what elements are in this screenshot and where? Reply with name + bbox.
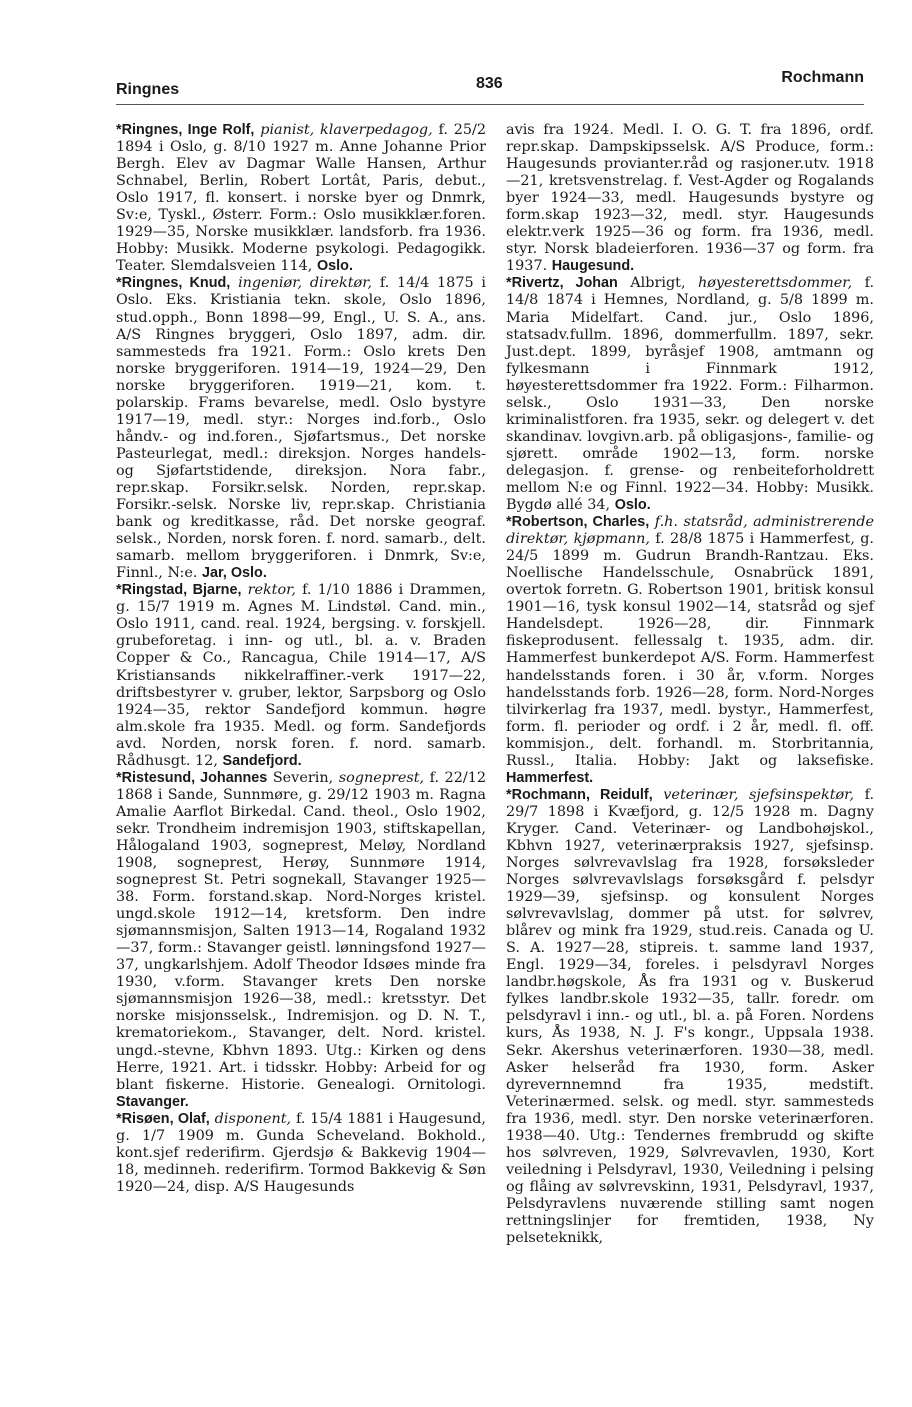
entry-robertson-charles: [506, 514, 874, 787]
entry-occupation: veterinær, sjefsinspektør,: [663, 786, 855, 803]
entry-city: Hammerfest.: [506, 769, 594, 786]
left-column: [116, 122, 486, 1196]
entry-ristesund-johannes: [116, 770, 486, 1111]
running-head-left: Ringnes: [116, 81, 180, 98]
entry-ringnes-inge: [116, 122, 486, 275]
entry-occupation: disponent,: [214, 1110, 292, 1127]
entry-occupation: ingeniør, direktør,: [238, 275, 373, 292]
entry-text-pre: Severin,: [272, 769, 334, 786]
entry-risoen-continued: [506, 122, 874, 275]
entry-city: Sandefjord.: [222, 752, 302, 769]
entry-text: f. 15/4 1881 i Haugesund, g. 1/7 1909 m. Gunda Scheveland. Bokhold., kont.sjef rederifirm. Gjerdsjø & Bakkevig 1904—18, medinneh. rederifirm. Tormod Bakkevig & Søn 1920—24, disp. A/S Haugesunds: [116, 1110, 487, 1195]
entry-rochmann-reidulf: [506, 787, 874, 1247]
entry-text: f. 29/7 1898 i Kvæfjord, g. 12/5 1928 m. Dagny Kryger. Cand. Veterinær- og Landbohøjskol., Kbhvn 1927, veterinærpraksis 1927, sjefsinsp. Norges sølvrevavlslag fra 1928, forsøksleder Norges sølvrevavlslags forsøksgård f. pelsdyr 1929—39, sjefsinsp. og konsulent Norges sølvrevavlslag, dommer på utst. for sølvrev, blårev og mink fra 1929, stud.reis. Canada og U. S. A. 1927—28, stipreis. t. samme land 1937, Engl. 1929—34, foreles. i pelsdyravl Norges landbr.høgskole, Ås fra 1931 og v. Buskerud fylkes landbr.skole 1932—35, tallr. foredr. om pelsdyravl i inn.- og utl., bl. a. på Foren. Nordens kurs, Ås 1938, N. J. F's kongr., Uppsala 1938. Sekr. Akershus veterinærforen. 1930—38, medl. Asker helseråd fra 1930, form. Asker dyrevernnemnd fra 1935, medstift. Veterinærmed. selsk. og medl. styr. sammesteds fra 1936, medl. styr. Den norske veterinærforen. 1938—40. Utg.: Tendernes frembrudd og skifte hos sølvreven, 1929, Sølvrevavlen, 1930, Kort veiledning i Pelsdyravl, 1930, Veiledning i pelsing og flåing av sølvrevskinn, 1931, Pelsdyravl, 1937, Pelsdyravlens nuværende stilling samt nogen rettningslinjer for fremtiden, 1938, Ny pelseteknikk,: [506, 786, 875, 1247]
entry-name: *Risøen, Olaf,: [116, 1110, 210, 1127]
entry-occupation: sogneprest,: [338, 769, 425, 786]
entry-text: f. 1/10 1886 i Drammen, g. 15/7 1919 m. Agnes M. Lindstøl. Cand. min., Oslo 1911, cand. real. 1924, bergsing. v. forskjell. grubeforetag. i inn- og utl., bl. a. v. Braden Copper & Co., Rancagua, Chile 1914—17, A/S Kristiansands nikkelraffiner.-verk 1917—22, driftsbestyrer v. gruber, lektor, Sarpsborg og Oslo 1924—35, rektor Sandefjord kommun. høgre alm.skole fra 1935. Medl. og form. Sandefjords avd. Norden, norsk foren. f. nord. samarb. Rådhusgt. 12,: [116, 582, 487, 769]
entry-name: *Ringstad, Bjarne,: [116, 582, 242, 599]
header-rule: [116, 104, 864, 105]
entry-ringstad-bjarne: [116, 582, 486, 770]
entry-occupation: høyesterettsdommer,: [698, 275, 853, 292]
entry-text: f. 28/8 1875 i Hammerfest, g. 24/5 1899 m. Gudrun Brandh-Rantzau. Eks. Noellische Handelsschule, Osnabrück 1891, overtok forretn. G. Robertson 1901, britisk konsul 1901—16, tysk konsul 1902—14, statsråd og sjef Handelsdept. 1926—28, dir. Finnmark fiskeprodusent. fellessalg t. 1935, adm. dir. Hammerfest bunkerdepot A/S. Form. Hammerfest handelsstands foren. i 30 år, v.form. Norges handelsstands forb. 1926—28, form. Nord-Norges tilvirkerlag fra 1937, medl. bystyr., Hammerfest, form. fl. perioder og ordf. i 2 år, medl. fl. off. kommisjon., delt. forhandl. m. Storbritannia, Russl., Italia. Hobby: Jakt og laksefiske.: [506, 531, 875, 769]
entry-name: *Rivertz, Johan: [506, 275, 618, 292]
entry-risoen-olaf: [116, 1111, 486, 1196]
entry-city: Jar, Oslo.: [202, 565, 267, 582]
entry-name: *Ringnes, Inge Rolf,: [116, 122, 255, 138]
entry-city: Haugesund.: [551, 258, 635, 275]
entry-city: Oslo.: [316, 258, 353, 275]
entry-text: f. 14/8 1874 i Hemnes, Nordland, g. 5/8 1899 m. Maria Midelfart. Cand. jur., Oslo 1896, statsadv.fullm. 1896, dommerfullm. 1897, sekr. Just.dept. 1899, byråsjef 1908, amtmann og fylkesmann i Finnmark 1912, høyesterettsdommer fra 1922. Form.: Filharmon. selsk., Oslo 1931—33, Den norske kriminalistforen. fra 1935, sekr. og delegert v. det skandinav. lovgivn.arb. på obligasjons-, familie- og sjørett. område 1902—13, form. norske delegasjon. f. grense- og renbeiteforholdrett mellom N:e og Finnl. 1922—34. Hobby: Musikk. Bygdø allé 34,: [506, 275, 875, 514]
entry-name: *Rochmann, Reidulf,: [506, 786, 653, 803]
entry-text: f. 25/2 1894 i Oslo, g. 8/10 1927 m. Anne Johanne Prior Bergh. Elev av Dagmar Walle Hansen, Arthur Schnabel, Berlin, Robert Lortât, Paris, debut., Oslo 1917, fl. konsert. i norske byer og Dnmrk, Sv:e, Tyskl., Østerr. Form.: Oslo musikklær.foren. 1929—35, Norske musikklær. landsforb. fra 1936. Hobby: Musikk. Moderne psykologi. Pedagogikk. Teater. Slemdalsveien 114,: [116, 122, 487, 275]
entry-text: f. 22/12 1868 i Sande, Sunnmøre, g. 29/12 1903 m. Ragna Amalie Aarflot Birkedal. Cand. theol., Oslo 1902, sekr. Trondheim indremisjon 1903, stiftskapellan, Hålogaland 1903, sogneprest, Meløy, Nordland 1908, sogneprest, Herøy, Sunnmøre 1914, sogneprest St. Petri sognekall, Stavanger 1925—38. Form. forstand.skap. Nord-Norges kristel. ungd.skole 1912—14, kretsform. Den indre sjømannsmisjon, Salten 1913—14, Rogaland 1932—37, form.: Stavanger geistl. lønningsfond 1927—37, ungkarlshjem. Adolf Theodor Idsøes minde fra 1930, v.form. Stavanger krets Den norske sjømannsmisjon 1926—38, medl.: kretsstyr. Det norske misjonsselsk., Indremisjon. og D. N. T., krematoriekom., Stavanger, delt. Nord. kristel. ungd.-stevne, Kbhvn 1893. Utg.: Kirken og dens Herre, 1921. Art. i tidsskr. Hobby: Arbeid for og blant fiskerne. Historie. Genealogi. Ornitologi.: [116, 769, 487, 1093]
page-number: 836: [476, 75, 503, 92]
running-head-right: Rochmann: [781, 69, 864, 86]
entry-occupation: pianist, klaverpedagog,: [260, 122, 433, 138]
entry-text: avis fra 1924. Medl. I. O. G. T. fra 1896, ordf. repr.skap. Dampskipsselsk. A/S Produce, form.: Haugesunds proviantеr.råd og rasjoner.utv. 1918—21, kretsvenstrelag. f. Vest-Agder og Rogalands byer 1924—33, medl. Haugesunds bystyre og form.skap 1923—32, medl. styr. Haugesunds elektr.verk 1925—36 og form. fra 1936, medl. styr. Norsk bladeierforen. 1936—37 og form. fra 1937.: [506, 122, 874, 275]
page-header: [116, 64, 864, 104]
entry-city: Stavanger.: [116, 1093, 189, 1110]
right-column: [506, 122, 874, 1247]
entry-rivertz-johan: [506, 275, 874, 514]
entry-name: *Ristesund, Johannes: [116, 769, 268, 786]
entry-city: Oslo.: [614, 497, 651, 514]
entry-ringnes-knud: [116, 275, 486, 582]
entry-text-pre: Albrigt,: [630, 275, 686, 292]
entry-text: f. 14/4 1875 i Oslo. Eks. Kristiania tekn. skole, Oslo 1896, stud.opph., Bonn 1898—99, Engl., U. S. A., ans. A/S Ringnes bryggeri, Oslo 1897, adm. dir. sammesteds fra 1921. Form.: Oslo krets Den norske bryggeriforen. 1914—19, 1924—29, Den norske bryggeriforen. 1919—21, kom. t. polarskip. Frams bevarelse, medl. Oslo bystyre 1917—19, medl. styr.: Norges ind.forb., Oslo håndv.- og ind.foren., Sjøfartsmus., Det norske Pasteurlegat, medl.: direksjon. Norges handels- og Sjøfartstidende, direksjon. Nora fabr., repr.skap. Forsikr.selsk. Norden, repr.skap. Forsikr.-selsk. Norske liv, repr.skap. Christiania bank og kreditkasse, råd. Det norske geograf. selsk., Norden, norsk foren. f. nord. samarb., delt. samarb. mellom bryggeriforen. i Dnmrk, Sv:e, Finnl., N:e.: [116, 275, 487, 582]
entry-occupation: rektor,: [247, 582, 296, 599]
entry-occupation: f.h. statsråd, administrerende direktør, kjøpmann,: [506, 514, 875, 548]
entry-name: *Robertson, Charles,: [506, 514, 650, 531]
entry-name: *Ringnes, Knud,: [116, 275, 231, 292]
